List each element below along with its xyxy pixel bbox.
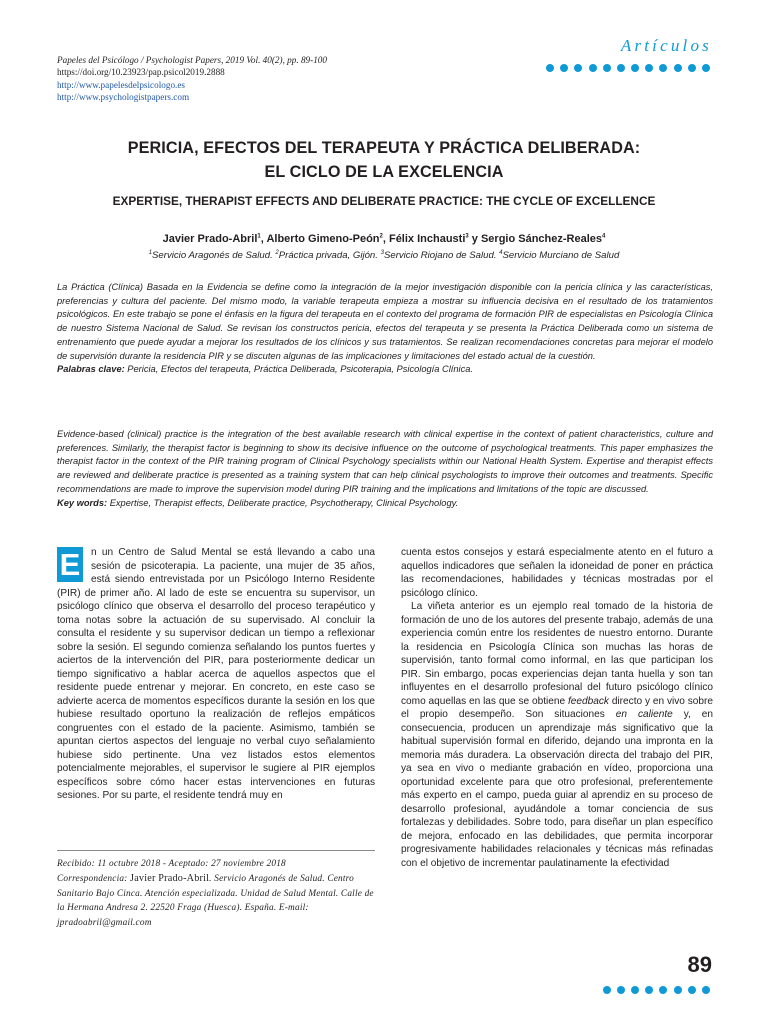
body-column-left: [57, 546, 375, 803]
body-paragraph: E n un Centro de Salud Mental se está llevando a cabo una sesión de psicoterapia. La paciente, una mujer de 35 años, está siendo entrevistada por un Psicólogo Interno Residente (PIR) de primer año. Al lado de este se encuentra su supervisor, un psicólogo clínico que observa el desarrollo del proceso terapéutico y toma notas sobre la actuación de su supervisado. Al concluir la consulta el residente y su supervisor dedican un tiempo a reflexionar sobre la sesión. El segundo comienza señalando los puntos fuertes y aciertos de la intervención del PIR, para posteriormente dedicar un tiempo significativo a hablar acerca de aquellos aspectos que el residente puede entrenar y mejorar. En concreto, en este caso se advierte acerca de momentos específicos durante la sesión en los que hubiese resultado oportuno la realización de reflejos empáticos congruentes con el estado de la paciente. Asimismo, también se apuntan ciertos aspectos del lenguaje no verbal cuyo señalamiento hubiese sido pertinente. Una vez listados estos elementos potencialmente mejorables, el supervisor le sugiere al PIR ejemplos específicos sobre cómo hacer estas intervenciones en futuras sesiones. Por su parte, el residente tendrá muy en: [57, 547, 375, 802]
header-dots-decoration: [546, 64, 710, 72]
body-paragraph: cuenta estos consejos y estará especialmente atento en el futuro a aquellos indicadores que señalen la idoneidad de poner en práctica las recomendaciones, habilidades y técnicas mostradas por el psicólogo clínico.: [401, 547, 713, 599]
abstract-spanish: [57, 281, 713, 377]
dot-icon: [645, 64, 653, 72]
author-3: , Félix Inchausti: [382, 233, 466, 245]
title-line-2: EL CICLO DE LA EXCELENCIA: [264, 163, 504, 181]
author-1: Javier Prado-Abril: [162, 233, 258, 245]
dot-icon: [617, 986, 625, 994]
dot-icon: [688, 64, 696, 72]
footnote-divider: [57, 850, 375, 851]
affiliations: $^1$Servicio Aragonés de Salud. $^2$Práctica privada, Gijón. $^3$Servicio Riojano de Salud. $^4$Servicio Murciano de Salud: [148, 250, 620, 262]
correspondence: Correspondencia: Javier Prado-Abril. Servicio Aragonés de Salud. Centro Sanitario Bajo Cinca. Atención especializada. Unidad de Salud Mental. Calle de la Hermana Andresa 2. 22520 Fraga (Huesca). España. E-mail: jpradoabril@gmail.com: [57, 872, 374, 929]
abstract-spanish-text: La Práctica (Clínica) Basada en la Evidencia se define como la integración de la mejor investigación disponible con la pericia clínica y las características, preferencias y cultura del paciente. Del mismo modo, la variable terapeuta empieza a mostrar su influencia decisiva en el resultado de los tratamientos psicológicos. En este trabajo se pone el énfasis en la figura del terapeuta en el contexto del programa de formación PIR de especialistas en Psicología Clínica de nuestro Sistema Nacional de Salud. Se revisan los constructos pericia, efectos del terapeuta y se presenta la Práctica Deliberada como un sistema de entrenamiento que puede ayudar a mejorar los resultados de los clínicos y sus tratamientos. Se realizan recomendaciones concretas para mejorar el modelo de supervisión durante la residencia PIR y se discuten algunas de las implicaciones y limitaciones del estado actual de la cuestión.: [57, 282, 713, 361]
dot-icon: [674, 64, 682, 72]
journal-citation: Papeles del Psicólogo / Psychologist Papers, 2019 Vol. 40(2), pp. 89-100: [57, 55, 327, 65]
dot-icon: [631, 64, 639, 72]
footnote: [57, 857, 375, 931]
dot-icon: [702, 64, 710, 72]
author-2: , Alberto Gimeno-Peón: [260, 233, 380, 245]
keywords-label: Key words:: [57, 497, 108, 508]
dot-icon: [631, 986, 639, 994]
title-line-1: PERICIA, EFECTOS DEL TERAPEUTA Y PRÁCTICA DELIBERADA:: [127, 139, 641, 157]
dot-icon: [702, 986, 710, 994]
dot-icon: [546, 64, 554, 72]
author-list: Javier Prado-Abril$^1$, Alberto Gimeno-Peón$^2$, Félix Inchausti$^3$ y Sergio Sánchez-Reales$^4$: [162, 233, 606, 245]
doi-text: https://doi.org/10.23923/pap.psicol2019.2888: [57, 67, 225, 78]
dot-icon: [560, 64, 568, 72]
journal-header: [57, 54, 327, 104]
dot-icon: [603, 986, 611, 994]
article-subtitle: EXPERTISE, THERAPIST EFFECTS AND DELIBERATE PRACTICE: THE CYCLE OF EXCELLENCE: [112, 194, 656, 208]
dot-icon: [617, 64, 625, 72]
dot-icon: [674, 986, 682, 994]
dot-icon: [603, 64, 611, 72]
correspondence-name: Javier Prado-Abril: [130, 872, 210, 884]
dot-icon: [574, 64, 582, 72]
keywords-spanish: Palabras clave: Pericia, Efectos del terapeuta, Práctica Deliberada, Psicoterapia, Psicología Clínica.: [57, 364, 474, 375]
link-psychologist-papers[interactable]: http://www.psychologistpapers.com: [57, 92, 190, 103]
abstract-english: [57, 428, 713, 510]
author-4: y Sergio Sánchez-Reales: [468, 233, 603, 245]
article-title: [0, 136, 768, 184]
dot-icon: [659, 986, 667, 994]
footer-dots-decoration: [603, 986, 710, 994]
dot-icon: [688, 986, 696, 994]
page-number: 89: [687, 952, 712, 977]
drop-cap: E: [57, 547, 83, 582]
section-label: Artículos: [620, 36, 712, 55]
received-dates: Recibido: 11 octubre 2018 - Aceptado: 27 noviembre 2018: [57, 859, 286, 869]
keywords-label: Palabras clave:: [57, 364, 125, 375]
body-paragraph: La viñeta anterior es un ejemplo real tomado de la historia de formación de uno de los autores del presente trabajo, además de una experiencia común entre los residentes de nuestro entorno. Durante la residencia en Psicología Clínica son muchas las horas de supervisión, tanto formal como informal, en las que participan los PIR. Sin embargo, pocas experiencias dejan tanta huella y son tan influyentes en el desarrollo profesional del futuro psicólogo clínico como aquellas en las que se obtiene feedback directo y en vivo sobre el propio desempeño. Son situaciones en caliente y, en consecuencia, producen un aprendizaje más significativo que la habitual supervisión formal en diferido, dejando una impronta en la memoria más duradera. La observación directa del trabajo del PIR, ya sea en vivo o mediante grabación en vídeo, proporciona una oportunidad excelente para que otro profesional, preferentemente más experto en el campo, pueda guiar al aprendiz en su proceso de desarrollo profesional, ayudándole a tomar conciencia de sus fortalezas y debilidades. Sobre todo, para diseñar un plan específico de mejora, enfocado en las debilidades, que permita incorporar progresivamente habilidades relacionales y técnicas más refinadas con el objetivo de incrementar paulatinamente la efectividad: [401, 601, 713, 869]
link-papeles[interactable]: http://www.papelesdelpsicologo.es: [57, 79, 186, 90]
abstract-english-text: Evidence-based (clinical) practice is the integration of the best available research with clinical expertise in the context of patient characteristics, culture and preferences. Similarly, the therapist factor is beginning to show its decisive influence on the outcome of psychological treatments. This paper emphasizes the therapist factor in the context of the PIR training program of Clinical Psychology specialists within our National Health System. Expertise and therapist effects are reviewed and deliberate practice is presented as a training system that can help clinical psychologists to improve their outcomes and treatments. Specific recommendations are made to improve the supervision model during PIR training and the implications and limitations of the topic are discussed.: [57, 429, 713, 494]
dot-icon: [589, 64, 597, 72]
dot-icon: [645, 986, 653, 994]
dot-icon: [659, 64, 667, 72]
body-column-right: [401, 546, 713, 870]
keywords-english: Key words: Expertise, Therapist effects, Deliberate practice, Psychotherapy, Clinical Psychology.: [57, 497, 459, 508]
